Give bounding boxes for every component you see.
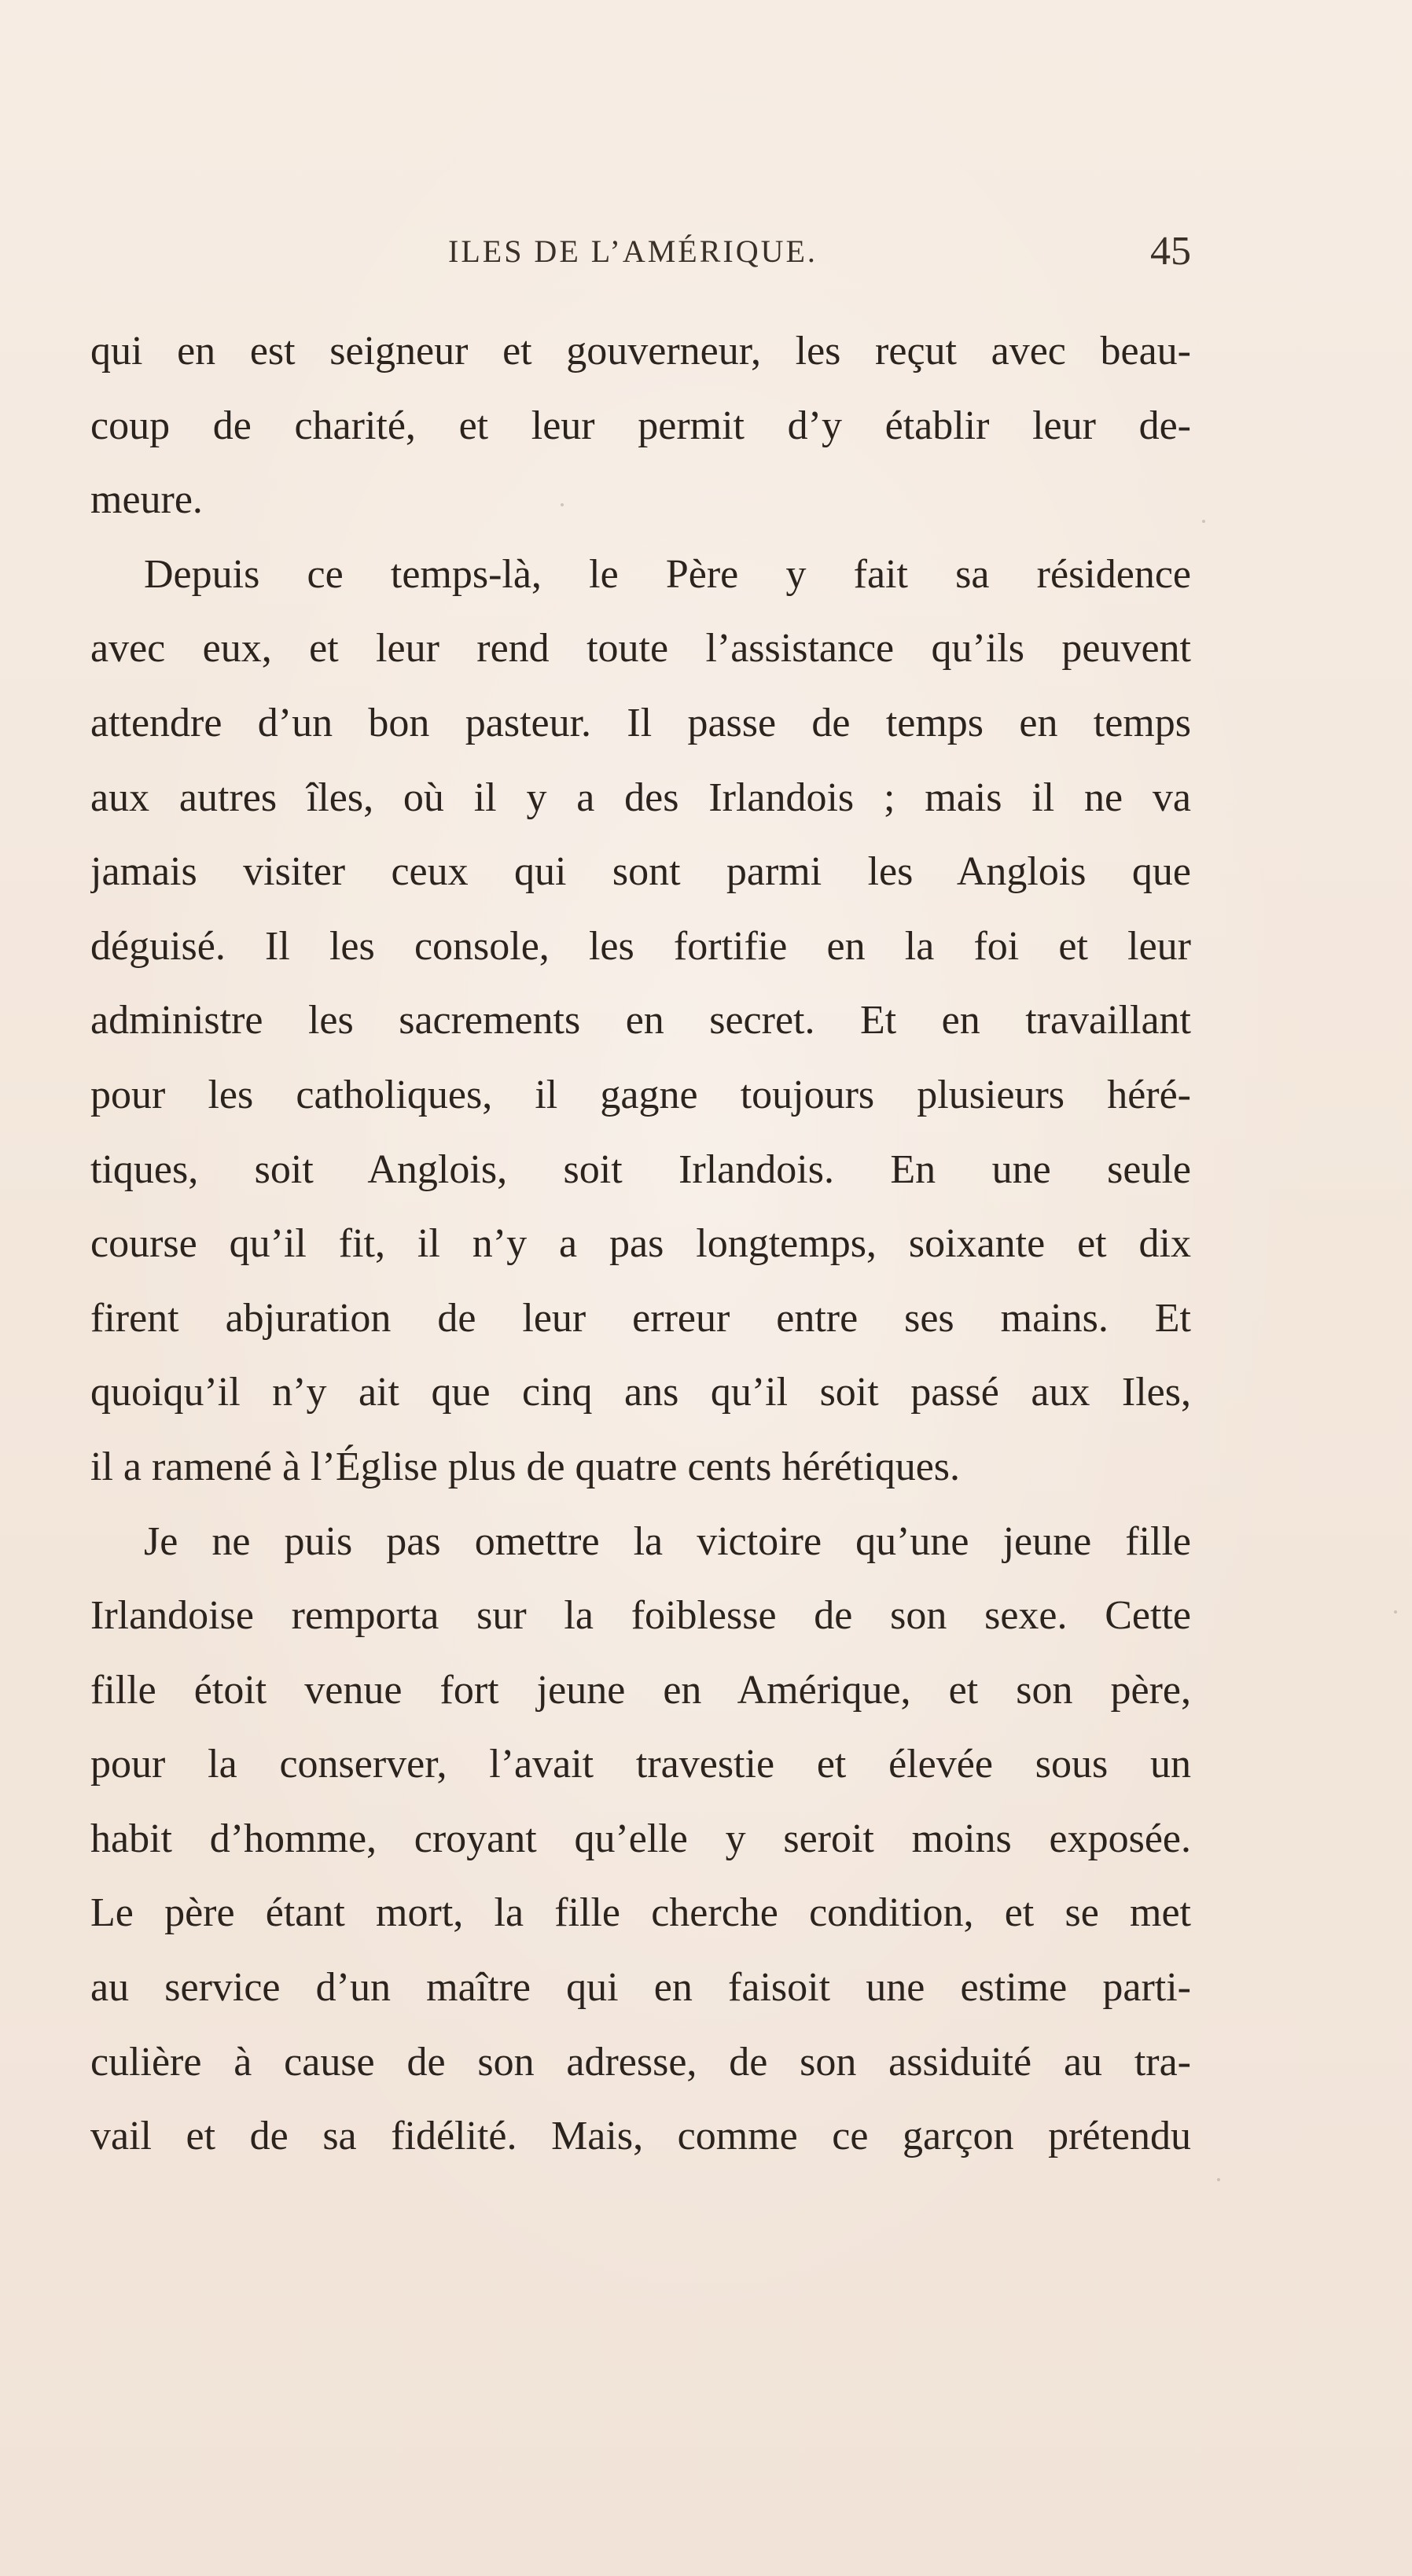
text-line: qui en est seigneur et gouverneur, les reçut avec beau- <box>90 329 1191 374</box>
text-line: pour les catholiques, il gagne toujours plusieurs héré- <box>90 1072 1191 1117</box>
paper-speck <box>1394 1610 1397 1614</box>
paragraph-start-line: Depuis ce temps-là, le Père y fait sa résidence <box>144 551 1191 597</box>
text-line: quoiqu’il n’y ait que cinq ans qu’il soit passé aux Iles, <box>90 1370 1191 1415</box>
text-line: il a ramené à l’Église plus de quatre cents hérétiques. <box>90 1444 961 1489</box>
paragraph-start-line: Je ne puis pas omettre la victoire qu’une jeune fille <box>144 1518 1191 1564</box>
text-line: course qu’il fit, il n’y a pas longtemps, soixante et dix <box>90 1221 1191 1267</box>
running-title: ILES DE L’AMÉRIQUE. <box>448 234 818 269</box>
paper-speck <box>561 503 564 506</box>
text-line: Irlandoise remporta sur la foiblesse de son sexe. Cette <box>90 1593 1191 1639</box>
running-head <box>90 229 1191 280</box>
text-line: avec eux, et leur rend toute l’assistance qu’ils peuvent <box>90 626 1191 672</box>
text-line: culière à cause de son adresse, de son assiduité au tra- <box>90 2039 1191 2085</box>
text-line: coup de charité, et leur permit d’y établir leur de- <box>90 403 1191 448</box>
text-line: pour la conserver, l’avait travestie et élevée sous un <box>90 1742 1191 1787</box>
text-line: Le père étant mort, la fille cherche condition, et se met <box>90 1890 1191 1936</box>
body-text <box>90 315 1191 2174</box>
text-line: vail et de sa fidélité. Mais, comme ce garçon prétendu <box>90 2114 1191 2159</box>
text-line: jamais visiter ceux qui sont parmi les Anglois que <box>90 849 1191 895</box>
text-line: meure. <box>90 477 203 523</box>
page-number: 45 <box>1150 229 1191 274</box>
text-line: attendre d’un bon pasteur. Il passe de temps en temps <box>90 700 1191 745</box>
paper-speck <box>1202 520 1205 523</box>
text-line: habit d’homme, croyant qu’elle y seroit moins exposée. <box>90 1816 1191 1861</box>
paper-speck <box>1217 2178 1220 2181</box>
text-line: déguisé. Il les console, les fortifie en la foi et leur <box>90 923 1191 969</box>
text-line: tiques, soit Anglois, soit Irlandois. En une seule <box>90 1146 1191 1192</box>
text-line: administre les sacrements en secret. Et en travaillant <box>90 998 1191 1043</box>
text-line: firent abjuration de leur erreur entre ses mains. Et <box>90 1295 1191 1341</box>
text-line: au service d’un maître qui en faisoit une estime parti- <box>90 1965 1191 2011</box>
text-line: aux autres îles, où il y a des Irlandois ; mais il ne va <box>90 775 1191 820</box>
text-line: fille étoit venue fort jeune en Amérique, et son père, <box>90 1667 1191 1713</box>
